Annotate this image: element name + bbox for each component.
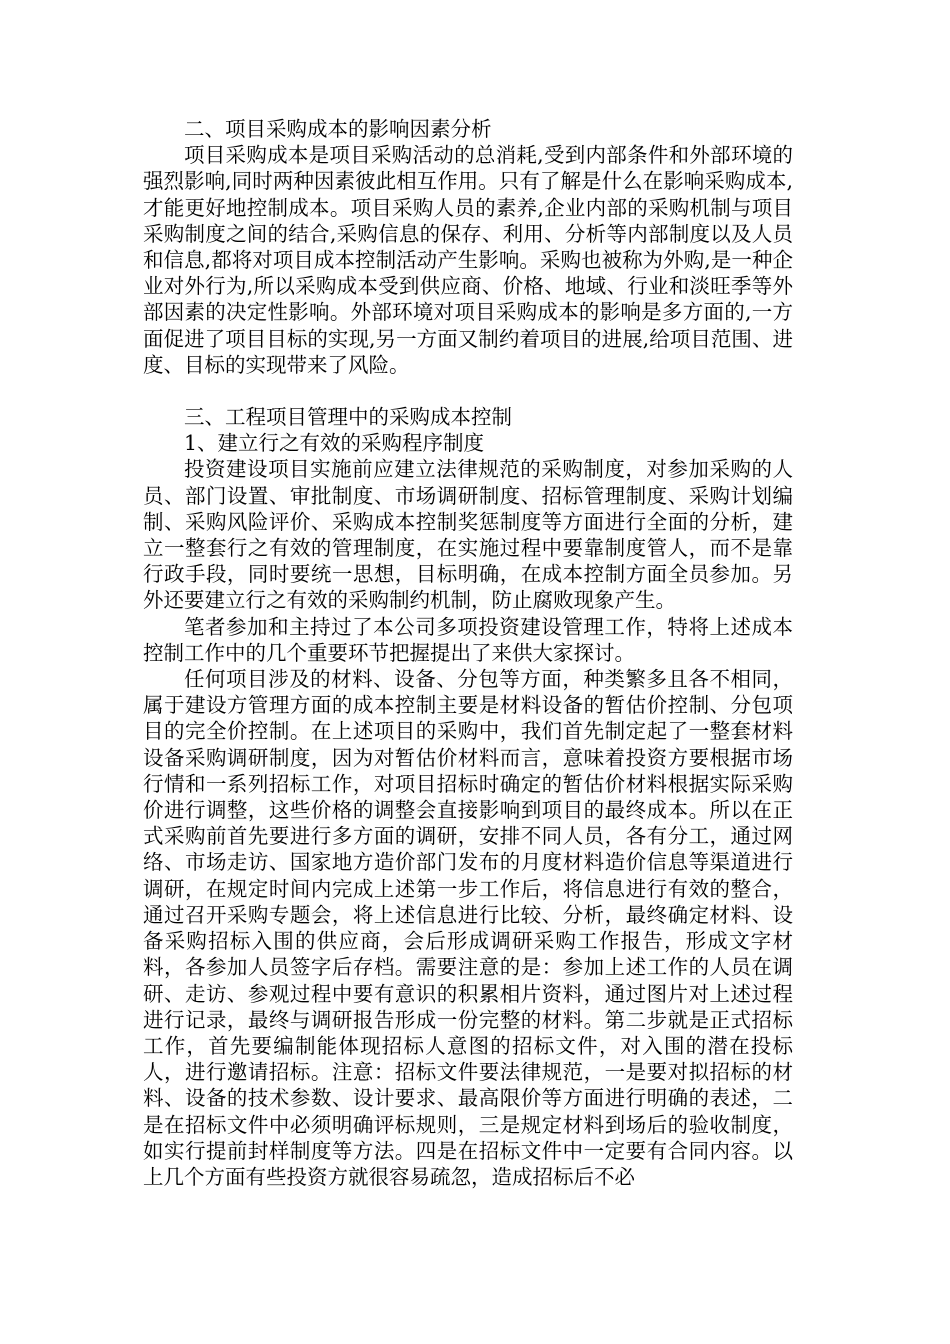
document-body: [143, 116, 793, 1190]
subsection-heading-1: 1、建立行之有效的采购程序制度: [184, 431, 485, 456]
paragraph: 项目采购成本是项目采购活动的总消耗,受到内部条件和外部环境的强烈影响,同时两种因素彼此相互作用。只有了解是什么在影响采购成本,才能更好地控制成本。项目采购人员的素养,企业内部的采购机制与项目采购制度之间的结合,采购信息的保存、利用、分析等内部制度以及人员和信息,都将对项目成本控制活动产生影响。采购也被称为外购,是一种企业对外行为,所以采购成本受到供应商、价格、地域、行业和淡旺季等外部因素的决定性影响。外部环境对项目采购成本的影响是多方面的,一方面促进了项目目标的实现,另一方面又制约着项目的进展,给项目范围、进度、目标的实现带来了风险。: [143, 143, 793, 377]
section-heading-3: 三、工程项目管理中的采购成本控制: [184, 405, 512, 430]
paragraph: 笔者参加和主持过了本公司多项投资建设管理工作，特将上述成本控制工作中的几个重要环节把握提出了来供大家探讨。: [143, 614, 793, 665]
paragraph: 投资建设项目实施前应建立法律规范的采购制度，对参加采购的人员、部门设置、审批制度、市场调研制度、招标管理制度、采购计划编制、采购风险评价、采购成本控制奖惩制度等方面进行全面的分析，建立一整套行之有效的管理制度，在实施过程中要靠制度管人，而不是靠行政手段，同时要统一思想，目标明确，在成本控制方面全员参加。另外还要建立行之有效的采购制约机制，防止腐败现象产生。: [143, 457, 793, 613]
paragraph: 任何项目涉及的材料、设备、分包等方面，种类繁多且各不相同，属于建设方管理方面的成本控制主要是材料设备的暂估价控制、分包项目的完全价控制。在上述项目的采购中，我们首先制定起了一整套材料设备采购调研制度，因为对暂估价材料而言，意味着投资方要根据市场行情和一系列招标工作，对项目招标时确定的暂估价材料根据实际采购价进行调整，这些价格的调整会直接影响到项目的最终成本。所以在正式采购前首先要进行多方面的调研，安排不同人员，各有分工，通过网络、市场走访、国家地方造价部门发布的月度材料造价信息等渠道进行调研，在规定时间内完成上述第一步工作后，将信息进行有效的整合，通过召开采购专题会，将上述信息进行比较、分析，最终确定材料、设备采购招标入围的供应商，会后形成调研采购工作报告，形成文字材料，各参加人员签字后存档。需要注意的是：参加上述工作的人员在调研、走访、参观过程中要有意识的积累相片资料，通过图片对上述过程进行记录，最终与调研报告形成一份完整的材料。第二步就是正式招标工作，首先要编制能体现招标人意图的招标文件，对入围的潜在投标人，进行邀请招标。注意：招标文件要法律规范，一是要对拟招标的材料、设备的技术参数、设计要求、最高限价等方面进行明确的表述，二是在招标文件中必须明确评标规则，三是规定材料到场后的验收制度，如实行提前封样制度等方法。四是在招标文件中一定要有合同内容。以上几个方面有些投资方就很容易疏忽，造成招标后不必: [143, 667, 793, 1189]
section-heading-2: 二、项目采购成本的影响因素分析: [184, 117, 492, 141]
paragraph-spacer: [143, 378, 793, 404]
